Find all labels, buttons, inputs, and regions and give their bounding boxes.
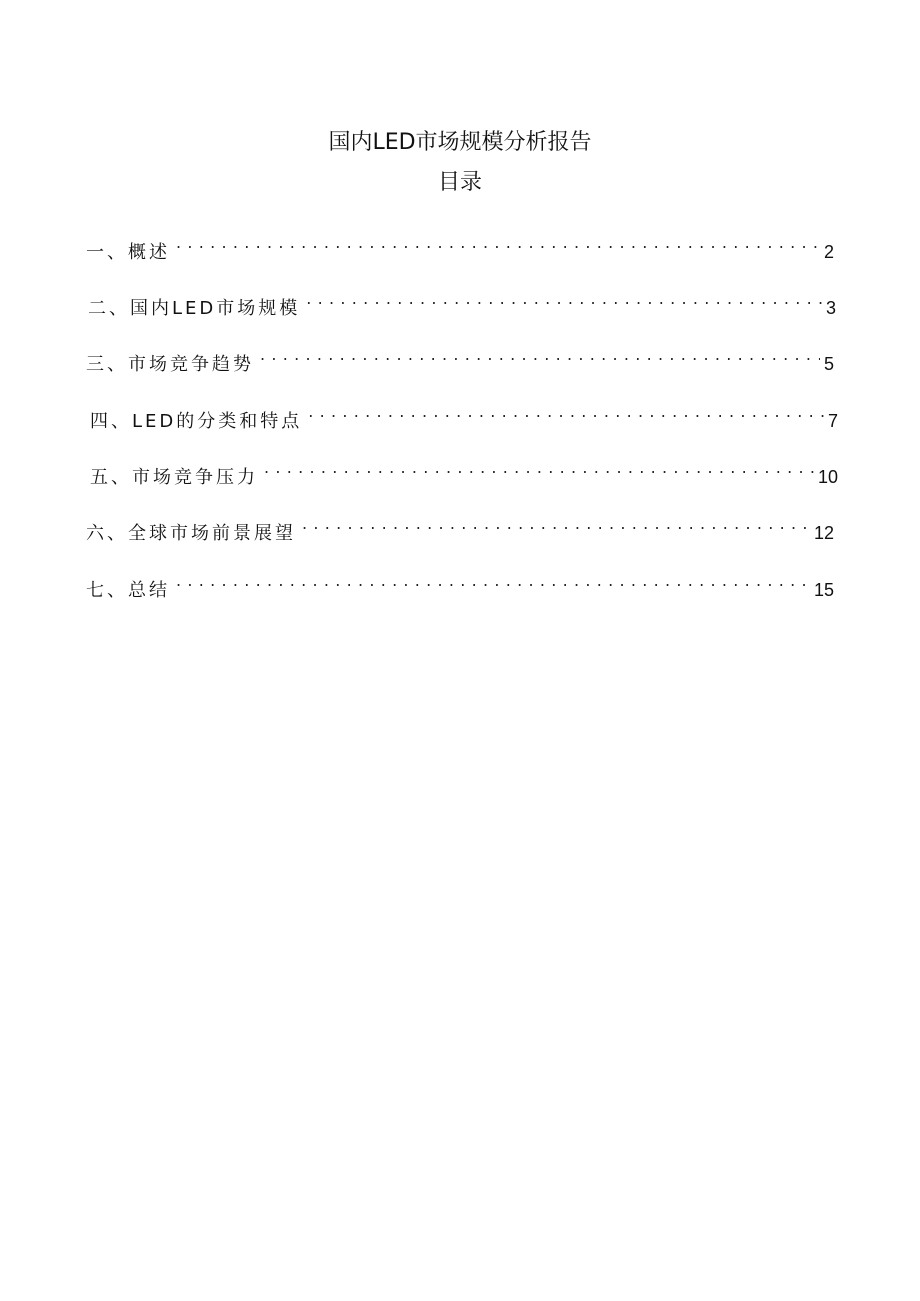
dot-leader: [176, 566, 810, 596]
dot-leader: [260, 340, 820, 370]
toc-entry-summary[interactable]: [86, 566, 834, 601]
dot-leader: [308, 397, 824, 427]
toc-entry-label: 一、概述: [86, 242, 170, 263]
toc-entry-label: 七、总结: [86, 580, 170, 601]
toc-entry-page-number: 10: [817, 467, 838, 487]
toc-entry-page-number: 15: [813, 580, 834, 600]
toc-entry-domestic-market-size[interactable]: [88, 284, 836, 319]
toc-entry-label: 四、LED的分类和特点: [90, 411, 303, 432]
toc-entry-led-classification[interactable]: [90, 397, 838, 432]
toc-entry-global-outlook[interactable]: [86, 509, 834, 544]
toc-entry-label: 三、市场竞争趋势: [86, 354, 254, 375]
dot-leader: [176, 228, 820, 258]
toc-entry-page-number: 7: [827, 411, 838, 431]
toc-entry-overview[interactable]: [86, 228, 834, 263]
toc-entry-label: 六、全球市场前景展望: [86, 523, 296, 544]
dot-leader: [302, 509, 810, 539]
dot-leader: [306, 284, 822, 314]
dot-leader: [264, 453, 814, 483]
toc-entry-page-number: 3: [825, 298, 836, 318]
toc-entry-page-number: 12: [813, 523, 834, 543]
toc-entry-competition-trends[interactable]: [86, 340, 834, 375]
toc-entry-label: 五、市场竞争压力: [90, 467, 258, 488]
toc-entry-page-number: 2: [823, 242, 834, 262]
toc-entry-page-number: 5: [823, 354, 834, 374]
toc-heading: 目录: [437, 170, 482, 195]
toc-entry-label: 二、国内LED市场规模: [88, 298, 301, 319]
document-title: 国内LED市场规模分析报告: [328, 130, 592, 155]
toc-entry-competition-pressure[interactable]: [90, 453, 838, 488]
